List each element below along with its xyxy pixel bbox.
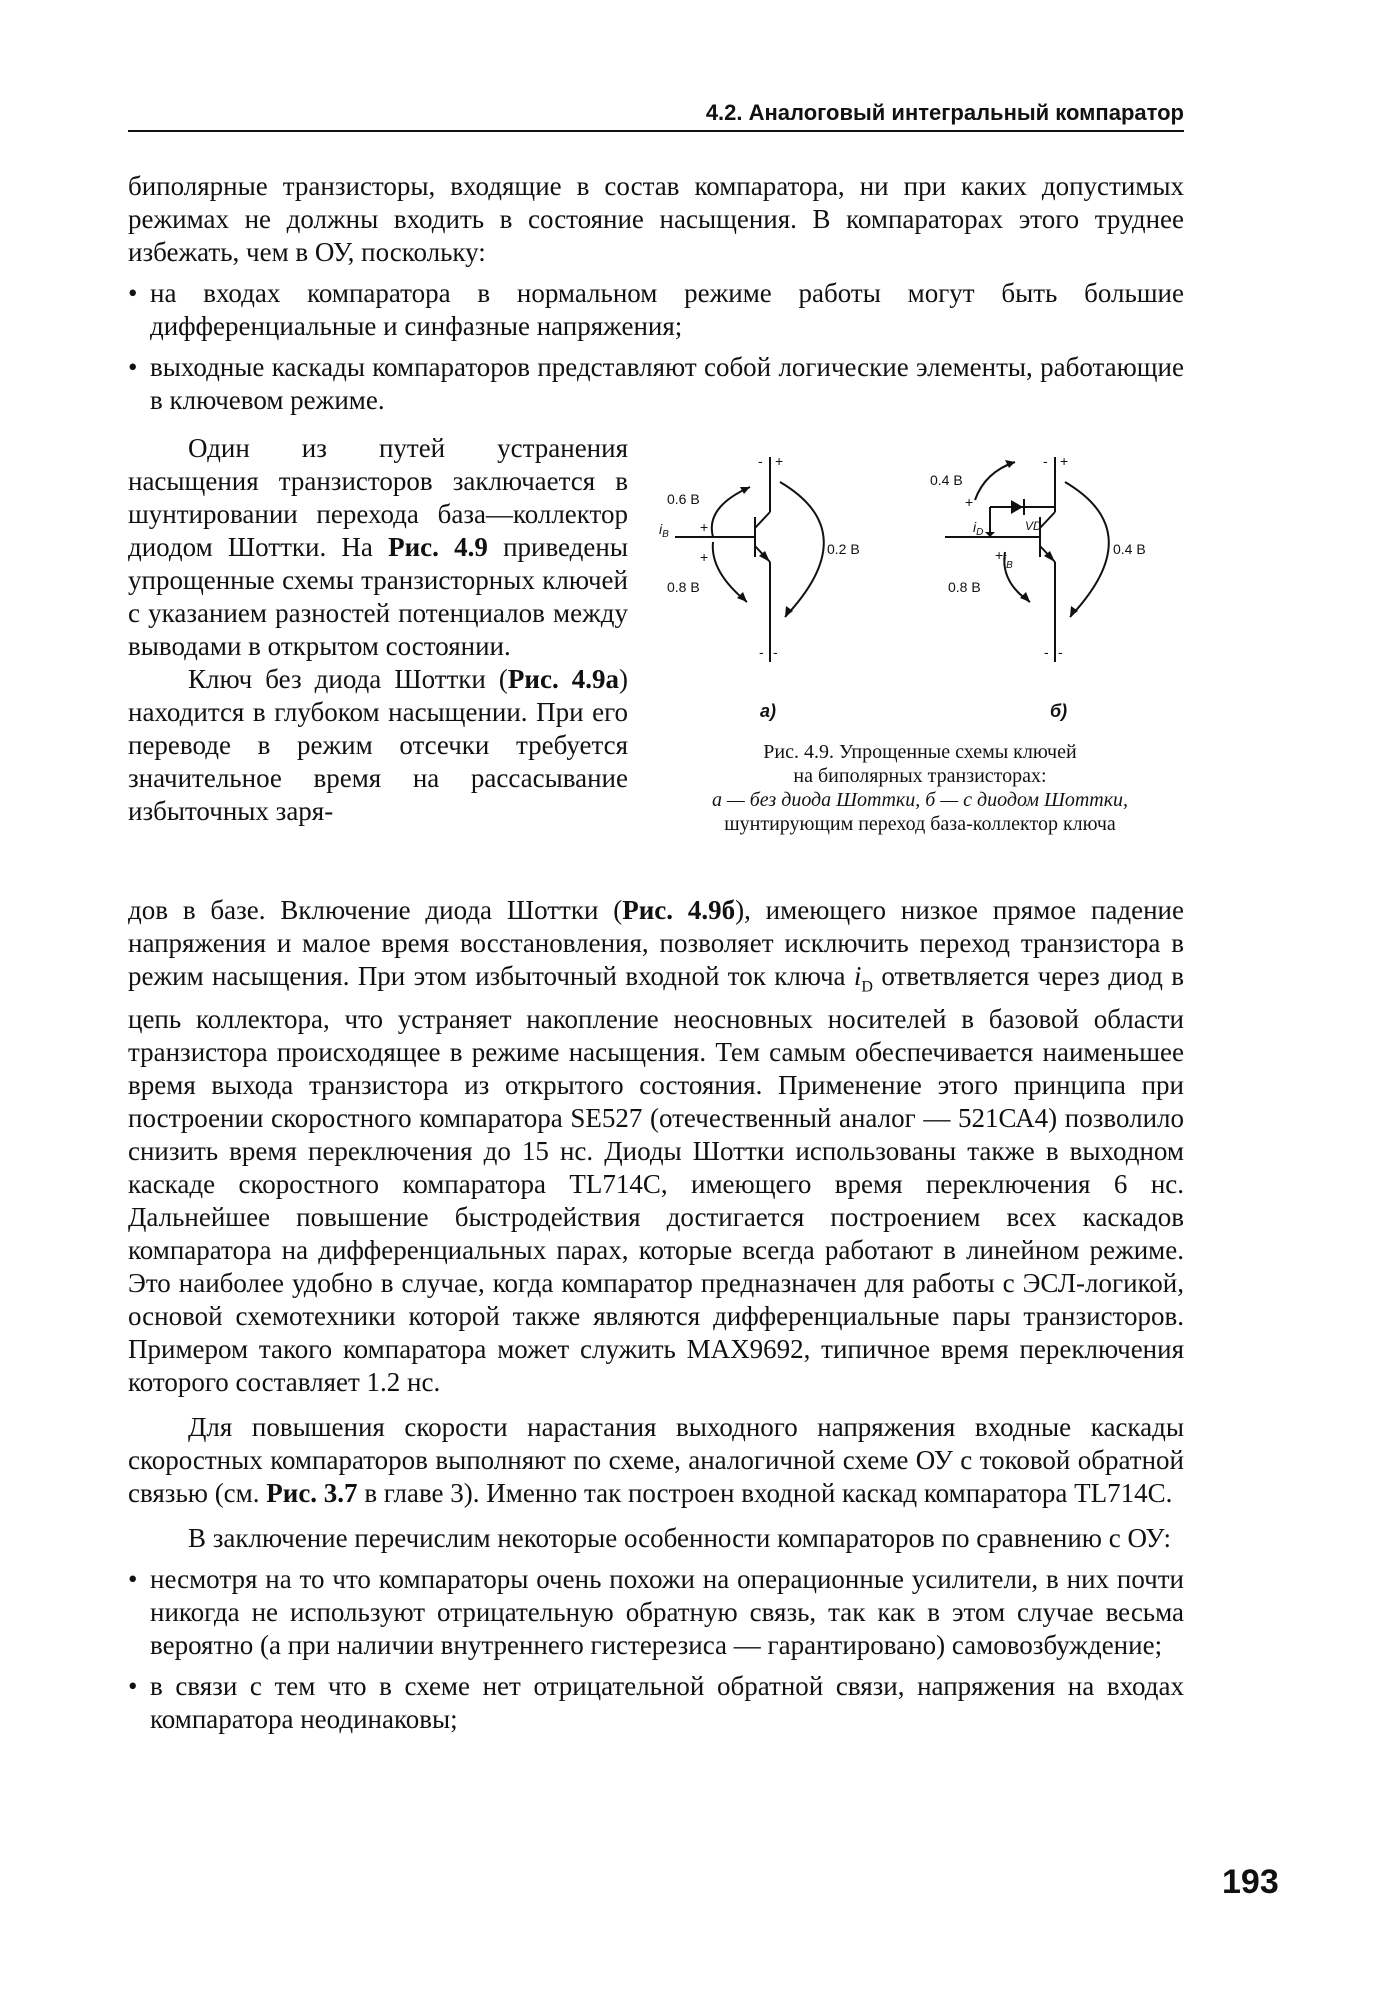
arc-06 — [712, 487, 750, 537]
text-run: Для повышения скорости нарастания выходного напряжения входные каскады скоростных компараторов выполняют по схеме, аналогичной схеме ОУ с токовой обратной связью (см. — [128, 1412, 1184, 1509]
running-header — [128, 96, 1184, 132]
label-voltage-08: 0.8 В — [667, 579, 700, 595]
text-run: дов в базе. Включение диода Шоттки ( — [128, 895, 623, 925]
circuit-b — [945, 457, 1109, 662]
text-run: приведены упрощенные схемы транзисторных ключей с указанием разностей потенциалов между выводами в открытом состоянии. — [128, 532, 628, 661]
label-current-ib: $i_B$ — [659, 521, 669, 540]
intro-block — [128, 170, 1184, 417]
label-plus: + — [700, 549, 709, 565]
text-run: ) находится в глубоком насыщении. При его переводе в режим отсечки требуется значительное время на рассасывание избыточных заря- — [128, 664, 628, 826]
label-voltage-04-right: 0.4 В — [1113, 541, 1146, 557]
caption-line: на биполярных транзисторах: — [793, 765, 1047, 787]
list-item: • выходные каскады компараторов представляют собой логические элементы, работающие в ключевом режиме. — [128, 351, 1184, 417]
paragraph-current-feedback — [128, 1411, 1184, 1510]
label-minus: - — [758, 453, 763, 469]
label-current-id: $i_D$ — [973, 519, 984, 538]
arc-02 — [780, 482, 824, 617]
text-run: Один из путей устранения насыщения транзисторов заключается в шунтировании перехода база—коллектор диодом Шоттки. На — [128, 433, 628, 562]
label-plus: + — [775, 453, 784, 469]
figure-caption — [655, 740, 1185, 836]
paragraph-conclusion: В заключение перечислим некоторые особенности компараторов по сравнению с ОУ: — [188, 1523, 1172, 1554]
label-voltage-08: 0.8 В — [948, 579, 981, 595]
label-minus: - — [1044, 644, 1049, 660]
page-number: 193 — [1222, 1863, 1279, 1901]
list-item: • в связи с тем что в схеме нет отрицательной обратной связи, напряжения на входах компаратора неодинаковы; — [128, 1670, 1184, 1736]
label-minus: - — [1043, 453, 1048, 469]
diode-icon — [1011, 500, 1023, 514]
label-voltage-06: 0.6 В — [667, 491, 700, 507]
wrapped-text-column — [128, 432, 628, 828]
figure-reference: Рис. 4.9 — [388, 532, 488, 562]
running-title: 4.2. Аналоговый интегральный компаратор — [705, 100, 1184, 125]
main-block — [128, 894, 1184, 1736]
collector-line — [755, 512, 770, 528]
label-minus: - — [773, 644, 778, 660]
figure-4-9 — [655, 452, 1185, 852]
label-plus: + — [995, 547, 1004, 563]
paragraph-no-schottky — [128, 663, 628, 828]
arc-04-right — [1065, 482, 1109, 617]
intro-bullet-list — [128, 277, 1184, 417]
figure-reference: Рис. 4.9б — [622, 895, 736, 925]
intro-paragraph: биполярные транзисторы, входящие в состав компаратора, ни при каких допустимых режимах не должны входить в состояние насыщения. В компараторах этого труднее избежать, чем в ОУ, поскольку: — [128, 171, 1184, 267]
symbol-i: i — [853, 961, 862, 991]
symbol-subscript: D — [861, 978, 873, 996]
arrow-icon — [1020, 592, 1030, 602]
label-current-ib: $i_B$ — [1003, 552, 1013, 571]
label-voltage-02: 0.2 В — [827, 541, 860, 557]
label-plus: + — [1060, 453, 1069, 469]
caption-line: Рис. 4.9. Упрощенные схемы ключей — [763, 741, 1077, 763]
circuit-a — [675, 457, 824, 662]
label-plus: + — [700, 519, 709, 535]
circuit-diagram — [655, 452, 1185, 732]
text-run: в главе 3). Именно так построен входной каскад компаратора TL714C. — [357, 1478, 1173, 1509]
label-diode-vd: VD — [1025, 519, 1042, 533]
figure-reference: Рис. 4.9а — [507, 664, 619, 694]
subfigure-label-b: б) — [1050, 701, 1068, 721]
conclusion-bullet-list — [128, 1563, 1184, 1736]
label-voltage-04-top: 0.4 В — [930, 472, 963, 488]
label-minus: - — [1058, 644, 1063, 660]
label-plus: + — [965, 494, 974, 510]
paragraph-schottky-continued — [128, 894, 1184, 1399]
text-run: Ключ без диода Шоттки ( — [188, 664, 508, 694]
arrow-icon — [1070, 606, 1078, 617]
arc-08 — [713, 542, 747, 602]
label-minus: - — [759, 644, 764, 660]
list-item: • на входах компаратора в нормальном режиме работы могут быть большие дифференциальные и синфазные напряжения; — [128, 277, 1184, 343]
subfigure-label-a: а) — [760, 701, 777, 721]
figure-reference: Рис. 3.7 — [266, 1478, 358, 1509]
arrow-icon — [785, 606, 793, 617]
text-run: ), имеющего низкое прямое падение напряжения и малое время восстановления, позволяет исключить переход транзистора в режим насыщения. При этом избыточный входной ток ключа — [128, 895, 1184, 991]
collector-line — [1040, 512, 1055, 528]
caption-line: а — без диода Шоттки, б — с диодом Шоттки, — [711, 789, 1129, 811]
paragraph-schottky-intro — [128, 432, 628, 663]
caption-line: шунтирующим переход база-коллектор ключа — [724, 813, 1116, 835]
list-item: • несмотря на то что компараторы очень похожи на операционные усилители, в них почти никогда не используют отрицательную обратную связь, так как в этом случае весьма вероятно (а при наличии внутреннего гистерезиса — гарантировано) самовозбуждение; — [128, 1563, 1184, 1662]
arrow-icon — [1005, 460, 1015, 468]
text-run: ответвляется через диод в цепь коллектора, что устраняет накопление неосновных носителей в базовой области транзистора происходящее в режиме насыщения. Тем самым обеспечивается наименьшее время выхода транзистора из открытого состояния. Применение этого принципа при построении скоростного компаратора SE527 (отечественный аналог — 521СА4) позволило снизить время переключения до 15 нс. Диоды Шоттки использованы также в выходном каскаде скоростного компаратора TL714С, имеющего время переключения 6 нс. Дальнейшее повышение быстродействия достигается построением всех каскадов компаратора на дифференциальных парах, которые всегда работают в линейном режиме. Это наиболее удобно в случае, когда компаратор предназначен для работы с ЭСЛ-логикой, основой схемотехники которой также являются дифференциальные пары транзисторов. Примером такого компаратора может служить МАХ9692, типичное время переключения которого составляет 1.2 нс. — [128, 961, 1184, 1398]
